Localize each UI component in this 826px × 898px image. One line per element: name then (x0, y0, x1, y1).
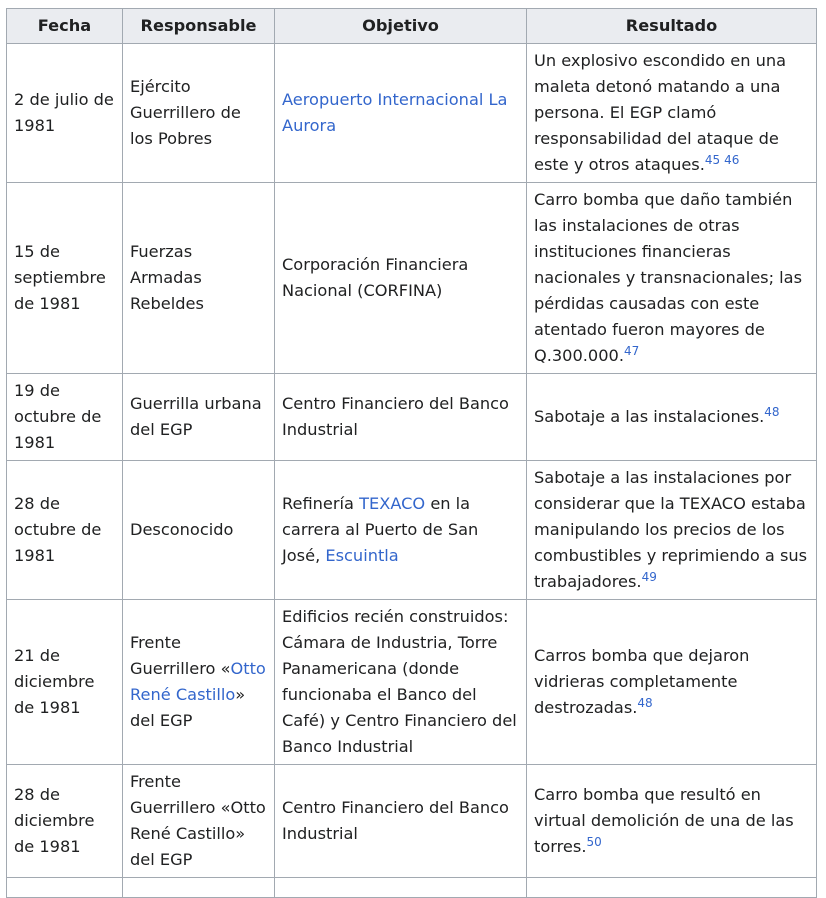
citation-group (705, 153, 740, 167)
cell-responsable: Desconocido (123, 461, 275, 600)
objetivo-text: en la carrera al Puerto de San José, (282, 494, 479, 565)
cell-responsable: Fuerzas Armadas Rebeldes (123, 183, 275, 374)
link-otto-rene-castillo[interactable]: Otto René Castillo (130, 659, 266, 704)
header-resultado[interactable]: Resultado (527, 9, 817, 44)
cell-fecha: 21 de diciembre de 1981 (7, 600, 123, 765)
table-header-row (7, 9, 817, 44)
cell-resultado (527, 183, 817, 374)
cell-fecha: 2 de julio de 1981 (7, 44, 123, 183)
header-responsable[interactable]: Responsable (123, 9, 275, 44)
cell-responsable (123, 600, 275, 765)
citation-link[interactable]: 46 (724, 153, 740, 167)
table-row (7, 878, 817, 898)
cell-fecha: 19 de octubre de 1981 (7, 374, 123, 461)
cell-objetivo (275, 44, 527, 183)
cell-fecha: 15 de septiembre de 1981 (7, 183, 123, 374)
responsable-text: » del EGP (130, 685, 246, 730)
resultado-text: Carro bomba que daño también las instalaciones de otras instituciones financieras nacionales y transnacionales; las pérdidas causadas con este atentado fueron mayores de Q.300.000. (534, 190, 803, 365)
responsable-text: Frente Guerrillero « (130, 633, 231, 678)
citation-link[interactable]: 48 (764, 405, 780, 419)
cell-resultado (527, 878, 817, 898)
cell-responsable (123, 878, 275, 898)
cell-fecha: 28 de diciembre de 1981 (7, 765, 123, 878)
cell-responsable: Guerrilla urbana del EGP (123, 374, 275, 461)
resultado-text: Sabotaje a las instalaciones por considerar que la TEXACO estaba manipulando los precios de los combustibles y reprimiendo a sus trabajadores. (534, 468, 808, 591)
cell-resultado (527, 44, 817, 183)
citation-link[interactable]: 50 (586, 835, 602, 849)
objetivo-text: Refinería (282, 494, 360, 513)
table-row (7, 765, 817, 878)
cell-fecha (7, 878, 123, 898)
resultado-text: Un explosivo escondido en una maleta detonó matando a una persona. El EGP clamó responsabilidad del ataque de este y otros ataques. (534, 51, 787, 174)
citation-link[interactable]: 47 (623, 344, 640, 358)
cell-objetivo: Corporación Financiera Nacional (CORFINA) (275, 183, 527, 374)
table-row (7, 461, 817, 600)
link-aeropuerto-la-aurora[interactable]: Aeropuerto Internacional La Aurora (282, 90, 508, 135)
resultado-text: Carro bomba que resultó en virtual demolición de una de las torres. (534, 785, 794, 856)
cell-objetivo (275, 461, 527, 600)
citation-link[interactable]: 49 (641, 570, 657, 584)
resultado-text: Sabotaje a las instalaciones. (534, 407, 765, 426)
citation-link[interactable]: 48 (637, 696, 653, 710)
resultado-text: Carros bomba que dejaron vidrieras completamente destrozadas. (534, 646, 750, 717)
cell-objetivo: Edificios recién construidos: Cámara de Industria, Torre Panamericana (donde funcionaba el Banco del Café) y Centro Financiero del Banco Industrial (275, 600, 527, 765)
attacks-table (6, 8, 817, 898)
header-fecha[interactable]: Fecha (7, 9, 123, 44)
header-objetivo[interactable]: Objetivo (275, 9, 527, 44)
cell-responsable: Frente Guerrillero «Otto René Castillo» del EGP (123, 765, 275, 878)
link-texaco[interactable]: TEXACO (359, 494, 426, 513)
cell-resultado (527, 374, 817, 461)
link-escuintla[interactable]: Escuintla (325, 546, 399, 565)
cell-resultado (527, 600, 817, 765)
cell-responsable: Ejército Guerrillero de los Pobres (123, 44, 275, 183)
cell-fecha: 28 de octubre de 1981 (7, 461, 123, 600)
cell-resultado (527, 461, 817, 600)
cell-objetivo: Centro Financiero del Banco Industrial (275, 374, 527, 461)
cell-objetivo: Centro Financiero del Banco Industrial (275, 765, 527, 878)
table-row (7, 44, 817, 183)
cell-objetivo (275, 878, 527, 898)
table-row (7, 600, 817, 765)
cell-resultado (527, 765, 817, 878)
table-row (7, 374, 817, 461)
table-row (7, 183, 817, 374)
citation-link[interactable]: 45 (704, 153, 721, 167)
